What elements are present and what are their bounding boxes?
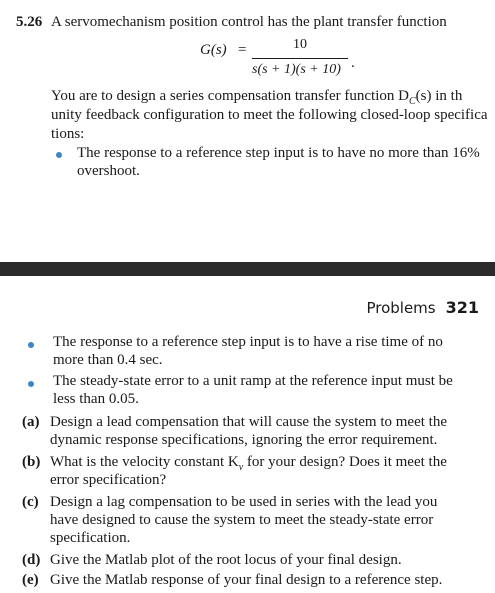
- part-e-label: (e): [22, 572, 39, 588]
- header-page-number: 321: [445, 298, 479, 317]
- part-a-line-2: dynamic response specifications, ignoring the error requirement.: [50, 432, 438, 448]
- page-header: [366, 298, 479, 317]
- bullet-1-line-2: more than 0.4 sec.: [53, 352, 163, 368]
- equation-lhs: G(s): [200, 42, 227, 58]
- part-a-line-1: Design a lead compensation that will cause the system to meet the: [50, 414, 447, 430]
- problem-number: 5.26: [16, 14, 43, 30]
- bullet-dot-icon: [56, 152, 62, 158]
- bullet-top-line-2: overshoot.: [77, 163, 140, 179]
- para-line-2: unity feedback configuration to meet the following closed-loop specifica: [51, 107, 488, 123]
- bullet-2-line-1: The steady-state error to a unit ramp at the reference input must be: [53, 373, 453, 389]
- bullet-dot-icon: [28, 381, 34, 387]
- part-e-line-1: Give the Matlab response of your final design to a reference step.: [50, 572, 443, 588]
- equation-period: .: [351, 55, 355, 71]
- equation-equals: =: [238, 42, 247, 58]
- top-page: [0, 0, 495, 262]
- part-c-line-1: Design a lag compensation to be used in series with the lead you: [50, 494, 438, 510]
- header-label: Problems: [366, 299, 436, 317]
- para-line-1: You are to design a series compensation transfer function $D_C(s)$ in th: [51, 88, 463, 107]
- equation-numerator: 10: [293, 37, 307, 52]
- bullet-2-line-2: less than 0.05.: [53, 391, 139, 407]
- fraction-bar: [252, 58, 348, 59]
- part-d-line-1: Give the Matlab plot of the root locus of your final design.: [50, 552, 402, 568]
- problem-intro: A servomechanism position control has the plant transfer function: [51, 14, 447, 30]
- part-b-line-1: What is the velocity constant $K_v$ for your design? Does it meet the: [50, 454, 447, 473]
- part-d-label: (d): [22, 552, 41, 568]
- part-b-label: (b): [22, 454, 41, 470]
- part-a-label: (a): [22, 414, 40, 430]
- equation-denominator: s(s + 1)(s + 10): [252, 62, 341, 77]
- page-divider: [0, 262, 495, 276]
- bullet-top-line-1: The response to a reference step input is to have no more than 16%: [77, 145, 480, 161]
- part-c-label: (c): [22, 494, 39, 510]
- part-b-line-2: error specification?: [50, 472, 167, 488]
- bottom-page: [0, 276, 495, 593]
- bullet-dot-icon: [28, 342, 34, 348]
- part-c-line-3: specification.: [50, 530, 131, 546]
- bullet-1-line-1: The response to a reference step input is to have a rise time of no: [53, 334, 443, 350]
- para-line-3: tions:: [51, 126, 85, 142]
- part-c-line-2: have designed to cause the system to meet the steady-state error: [50, 512, 434, 528]
